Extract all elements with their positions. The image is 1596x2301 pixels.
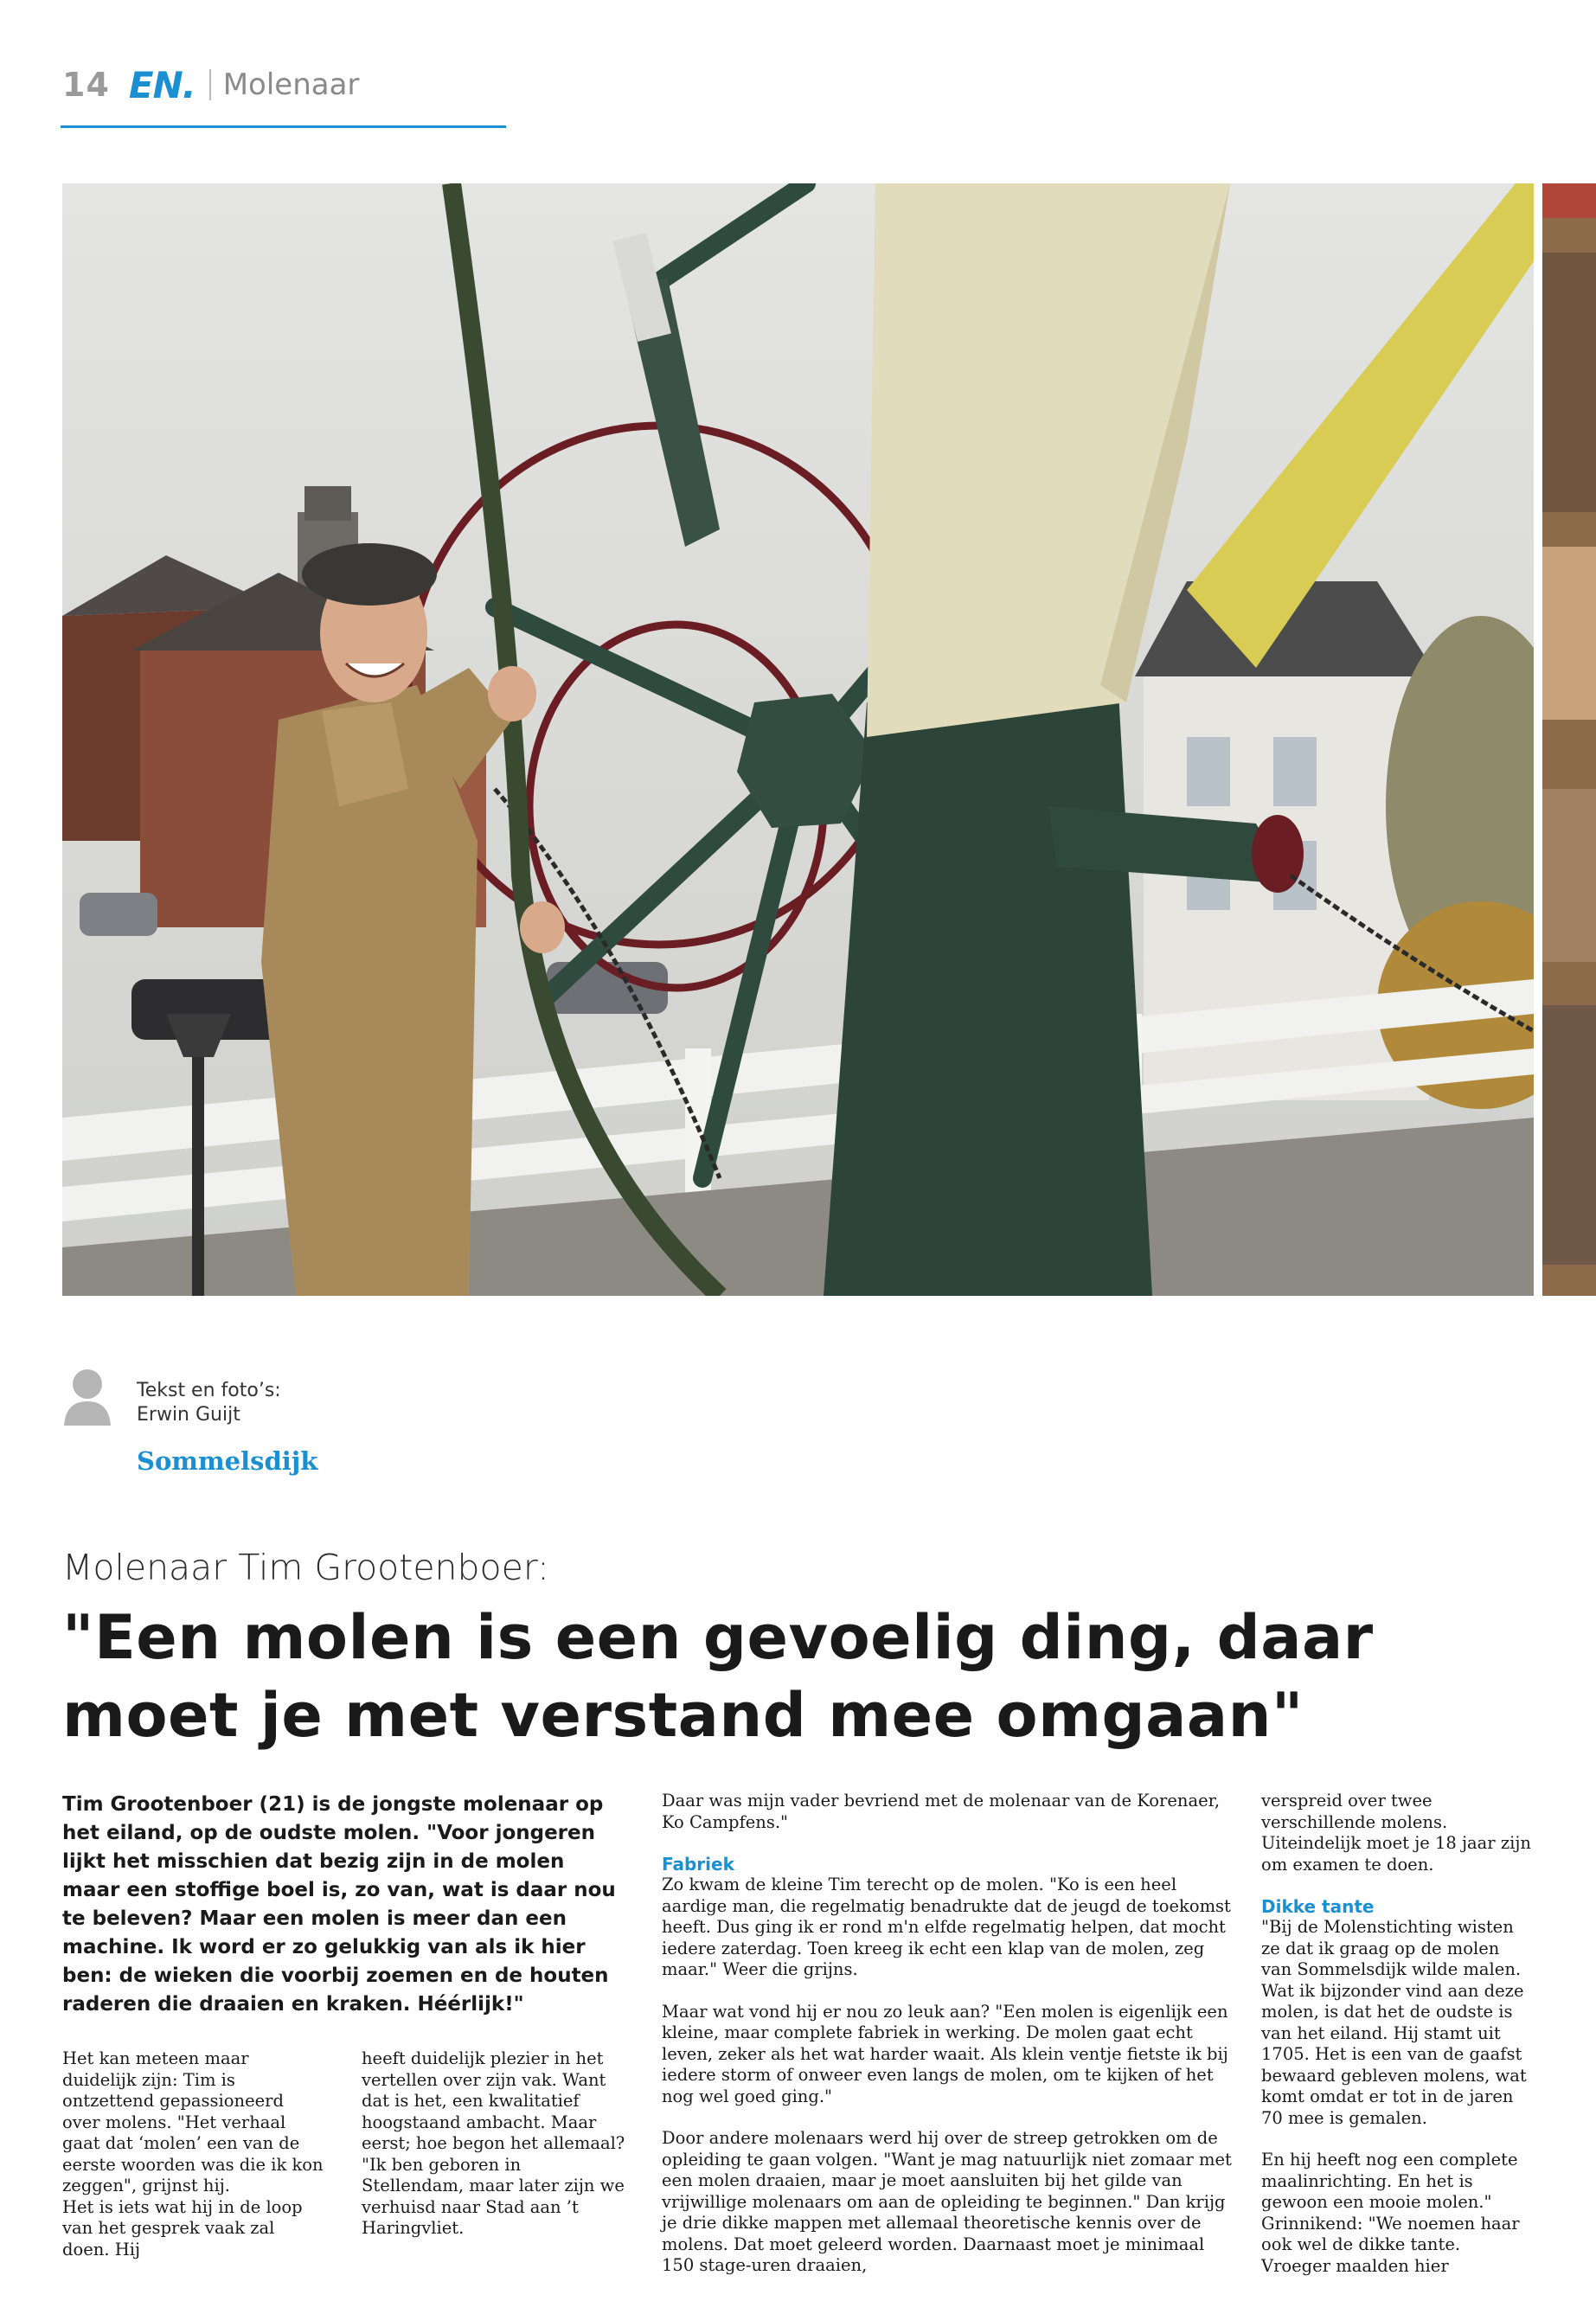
headline: "Een molen is een gevoelig ding, daar moet je met verstand mee omgaan"	[62, 1602, 1374, 1751]
credit-author: Erwin Guijt	[137, 1404, 240, 1426]
page-number: 14	[62, 66, 110, 104]
section-name: Molenaar	[222, 67, 360, 102]
main-photo	[62, 183, 1534, 1296]
credit-line-1: Tekst en foto’s:	[137, 1380, 281, 1401]
credit-text	[137, 1379, 281, 1427]
header-rule	[61, 125, 506, 128]
paragraph: Maar wat vond hij er nou zo leuk aan? "Een molen is eigenlijk een kleine, maar complete fabriek in werking. De molen gaat echt leven, zeker als het wat harder waait. Als klein ventje fietste ik bij iedere storm of onweer even langs de molen, om te kijken of het nog wel goed ging."	[662, 2001, 1228, 2106]
person-icon	[62, 1367, 112, 1426]
body-column-1	[62, 2048, 326, 2281]
paragraph: heeft duidelijk plezier in het vertellen over zijn vak. Want dat is het, een kwalitatief hoogstaand ambacht. Maar eerst; hoe begon het allemaal? "Ik ben geboren in Stellendam, maar later zijn we verhuisd naar Stad aan ’t Haringvliet.	[362, 2048, 625, 2238]
lead-paragraph: Tim Grootenboer (21) is de jongste molenaar op het eiland, op de oudste molen. "Voor jongeren lijkt het misschien dat bezig zijn in de molen maar een stoffige boel is, zo van, wat is daar nou te beleven? Maar een molen is meer dan een machine. Ik word er zo gelukkig van als ik hier ben: de wieken die voorbij zoemen en de houten raderen die draaien en kraken. Héérlijk!"	[62, 1793, 616, 2016]
body-column-2	[362, 2048, 625, 2260]
paragraph: Het is iets wat hij in de loop van het gesprek vaak zal doen. Hij	[62, 2196, 303, 2259]
paragraph: En hij heeft nog een complete maalinrichting. En het is gewoon een mooie molen." Grinnikend: "We noemen haar ook wel de dikke tante. Vroeger maalden hier	[1261, 2150, 1520, 2276]
paragraph: Daar was mijn vader bevriend met de molenaar van de Korenaer, Ko Campfens."	[662, 1791, 1221, 1832]
paragraph: verspreid over twee verschillende molens. Uiteindelijk moet je 18 jaar zijn om examen te doen.	[1261, 1791, 1531, 1875]
kicker: Molenaar Tim Grootenboer:	[62, 1547, 549, 1588]
body-column-3	[662, 1791, 1233, 2298]
subheading-dikke-tante: Dikke tante	[1261, 1896, 1375, 1917]
paragraph: Zo kwam de kleine Tim terecht op de molen. "Ko is een heel aardige man, die regelmatig benadrukte dat de jeugd de toekomst heeft. Dus ging ik er rond m'n elfde regelmatig helpen, dat mocht iedere zaterdag. Toen kreeg ik echt een klap van de molen, zeg maar." Weer die grijns.	[662, 1875, 1231, 1979]
adjacent-page-photo	[1542, 183, 1596, 1296]
paragraph: Door andere molenaars werd hij over de streep getrokken om de opleiding te gaan volgen. "Want je mag natuurlijk niet zomaar met een molen draaien, maar je moet aansluiten bij het gilde van vrijwillige molenaars om aan de opleiding te beginnen." Dan krijg je drie dikke mappen met allemaal theoretische kennis over de molens. Dat moet geleerd worden. Daarnaast moet je minimaal 150 stage-uren draaien,	[662, 2128, 1232, 2275]
author-credit	[62, 1367, 281, 1427]
body-column-4	[1261, 1791, 1534, 2298]
subheading-fabriek: Fabriek	[662, 1854, 734, 1875]
paragraph: "Bij de Molenstichting wisten ze dat ik graag op de molen van Sommelsdijk wilde malen. Wat ik bijzonder vind aan deze molen, is dat het de oudste is van het eiland. Hij stamt uit 1705. Het is een van de gaafst bewaard gebleven molens, wat komt omdat er tot in de jaren 70 mee is gemalen.	[1261, 1917, 1527, 2128]
paragraph: Het kan meteen maar duidelijk zijn: Tim is ontzettend gepassioneerd over molens. "Het verhaal gaat dat ‘molen’ een van de eerste woorden was die ik kon zeggen", grijnst hij.	[62, 2048, 324, 2195]
header-divider	[209, 69, 211, 100]
page-header	[62, 63, 360, 106]
location-label: Sommelsdijk	[137, 1446, 318, 1476]
publication-logo: EN.	[128, 63, 195, 106]
